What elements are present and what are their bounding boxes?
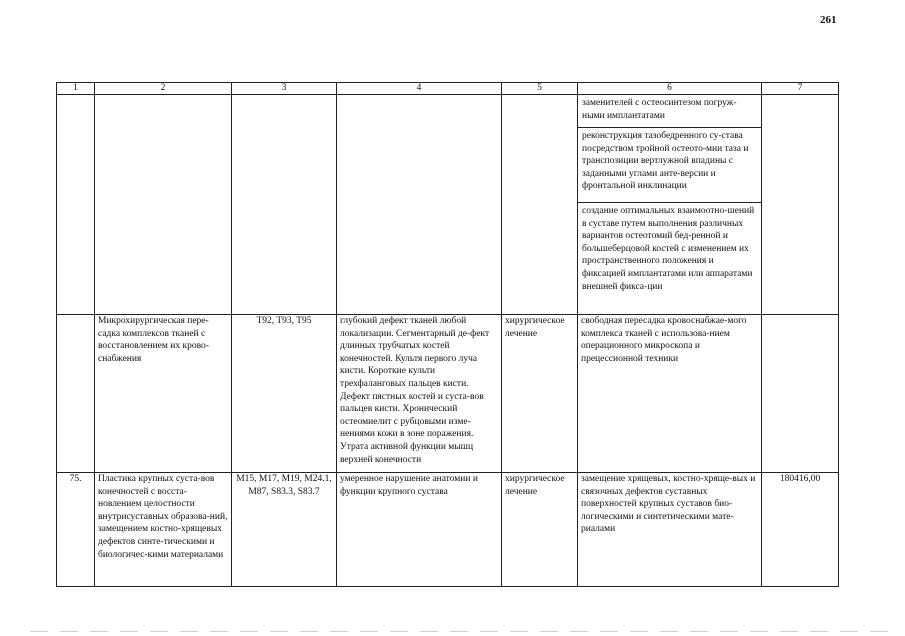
row-number: 75. xyxy=(57,473,95,587)
procedure-name: Пластика крупных суста-вов конечностей с восста-новлением целостности внутрисуставных образова-ний, замещением костно-хрящевых дефектов синте-тическими и биологичес-кими материалами xyxy=(95,473,232,587)
cell xyxy=(57,315,95,473)
icd-codes: M15, M17, M19, M24.1, M87, S83.3, S83.7 xyxy=(232,473,337,587)
method: свободная пересадка кровоснабжае-мого комплекса тканей с использова-нием операционного микроскопа и прецессионной техники xyxy=(578,315,762,473)
column-header: 2 xyxy=(95,83,232,95)
cell xyxy=(762,315,839,473)
method: замещение хрящевых, костно-хряще-вых и связочных дефектов суставных поверхностей крупных суставов био-логическими и синтетическими мате-риалами xyxy=(578,473,762,587)
column-header: 7 xyxy=(762,83,839,95)
cell xyxy=(95,95,232,315)
column-header: 4 xyxy=(337,83,502,95)
method-subblock: реконструкция тазобедренного су-става посредством тройной остеото-мии таза и транспозиции вертлужной впадины с заданными углами анте-версии и фронтальной инклинации xyxy=(578,128,761,203)
table-row-75 xyxy=(57,473,839,587)
method-cell xyxy=(578,95,762,315)
cost-value: 180416,00 xyxy=(762,473,839,587)
diagnosis: глубокий дефект тканей любой локализации. Сегментарный де-фект длинных трубчатых костей конечностей. Культя первого луча кисти. Короткие культи трехфаланговых пальцев кисти. Дефект пястных костей и суста-вов пальцев кисти. Хронический остеомиелит с рубцовыми изме-нениями кожи в зоне поражения. Утрата активной функции мышц верхней конечности xyxy=(337,315,502,473)
column-header: 6 xyxy=(578,83,762,95)
page-number: 261 xyxy=(820,14,837,26)
diagnosis: умеренное нарушение анатомии и функции крупного сустава xyxy=(337,473,502,587)
cell xyxy=(57,95,95,315)
header-row xyxy=(57,83,839,95)
table-row-micro xyxy=(57,315,839,473)
cell xyxy=(502,95,578,315)
method-subblock: создание оптимальных взаимоотно-шений в суставе путем выполнения различных вариантов остеотомий бед-ренной и большеберцовой костей с изменением их пространственного положения и фиксацией имплантатами или аппаратами внешней фикса-ции xyxy=(582,206,755,292)
cell xyxy=(762,95,839,315)
cell xyxy=(337,95,502,315)
scan-artifact-line xyxy=(30,631,900,632)
procedure-name: Микрохирургическая пере-садка комплексов тканей с восстановлением их крово-снабжения xyxy=(95,315,232,473)
table-row-continued xyxy=(57,95,839,315)
treatment-type: хирургическое лечение xyxy=(502,315,578,473)
cell xyxy=(232,95,337,315)
treatment-table xyxy=(56,82,839,587)
column-header: 3 xyxy=(232,83,337,95)
column-header: 1 xyxy=(57,83,95,95)
column-header: 5 xyxy=(502,83,578,95)
method-subblock: заменителей с остеосинтезом погруж-ными имплантатами xyxy=(578,95,761,128)
treatment-type: хирургическое лечение xyxy=(502,473,578,587)
icd-codes: T92, T93, T95 xyxy=(232,315,337,473)
